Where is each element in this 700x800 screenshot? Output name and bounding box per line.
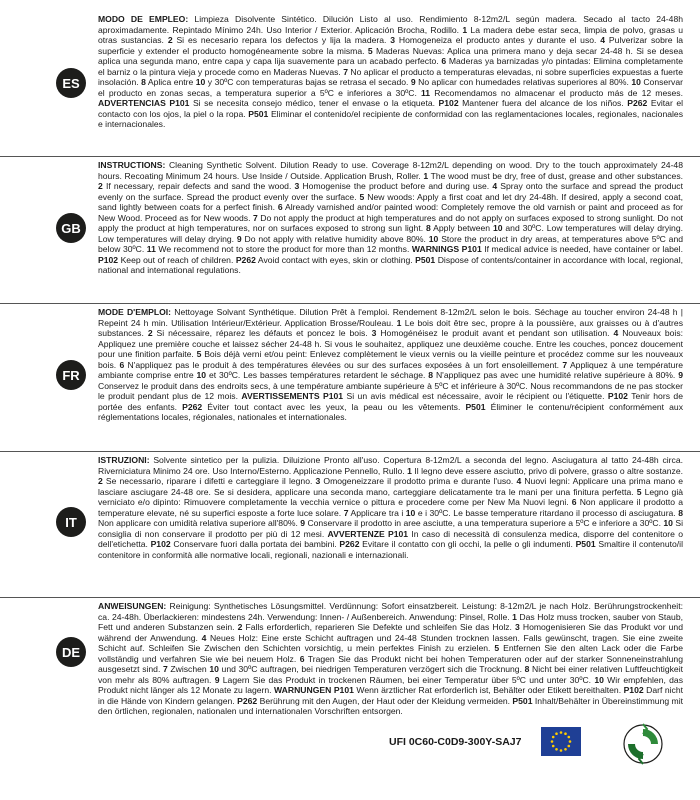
section-es [0, 10, 700, 157]
section-de [0, 597, 700, 717]
eu-star-icon [567, 745, 570, 748]
eu-star-icon [564, 748, 567, 751]
section-it [0, 451, 700, 598]
eu-star-icon [567, 736, 570, 739]
eu-star-icon [560, 731, 563, 734]
instructions-text-de: ANWEISUNGEN: Reinigung: Synthetisches Lösungsmittel. Verdünnung: Sofort einsatzbereit. Leistung: 8-12m2/L je nach Holz. Berührungstrockenheit: ca. 24-48h. Überlackieren: mindestens 24h. Verwendung: Innen- / Außenbereich. Anwendung: Pinsel, Rolle. 1 Das Holz muss trocken, sauber von Staub, Fett und anderen Substanzen sein. 2 Falls erforderlich, reparieren Sie Defekte und schleifen Sie das Holz. 3 Homogenisieren Sie das Produkt vor und während der Anwendung. 4 Neues Holz: Eine erste Schicht auftragen und 24-48 Stunden trocknen lassen. Falls gewünscht, tragen. Sie eine zweite Schicht auf. Schleifen Sie Zwischen den Schichten vorsichtig, u mein perfektes Finish zu erzielen. 5 Entfernen Sie den alten Lack oder die Farbe vollständig und verfahren Sie wie bei neuem Holz. 6 Tragen Sie das Produkt nicht bei hohen Temperaturen oder auf der starker Sonneneinstrahlung ausgesetzt sind. 7 Zwischen 10 und 30ºC auftragen, bei niedrigen Temperaturen verzögert sich die Trocknung. 8 Nicht bei einer relativen Luftfeuchtigkeit von mehr als 80% auftragen. 9 Lagern Sie das Produkt in trockenen Räumen, bei einer Temperatur über 5ºC und unter 30ºC. 10 Wir empfehlen, das Produkt nicht länger als 12 Monate zu lagern. WARNUNGEN P101 Wenn ärztlicher Rat erforderlich ist, Behälter oder Etikett bereithalten. P102 Darf nicht in die Hände von Kindern gelangen. P262 Berührung mit den Augen, der Haut oder der Kleidung vermeiden. P501 Inhalt/Behälter in Übereinstimmung mit den örtlichen, regionalen, nationalen und internationalen Vorschriften entsorgen. [98, 601, 684, 717]
eu-star-icon [564, 732, 567, 735]
eu-star-icon [551, 740, 554, 743]
eu-star-icon [555, 732, 558, 735]
eu-star-icon [552, 745, 555, 748]
language-badge-de: DE [56, 637, 86, 667]
eu-star-icon [560, 749, 563, 752]
instructions-text-fr: MODE D'EMPLOI: Nettoyage Solvant Synthétique. Dilution Prêt à l'emploi. Rendement 8-12m2/L selon le bois. Séchage au toucher environ 24-48 h | Repeint 24 h min. Utilisation Intérieur/Extérieur. Application Brosse/Rouleau. 1 Le bois doit être sec, propre à la poussière, aux graisses ou à d'autres substances. 2 Si nécessaire, réparez les défauts et poncez le bois. 3 Homogénéisez le produit avant et pendant son utilisation. 4 Nouveaux bois: Appliquez une première couche et laissez sécher 24-48 h. Si vous le souhaitez, appliquez une deuxième couche. Entre les couches, poncez doucement pour une finition parfaite. 5 Bois déjà verni et/ou peint: Enlevez complètement le vieux vernis ou la vieille peinture et procédez comme sur les nouveaux bois. 6 N'appliquez pas le produit à des températures élevées ou sur des surfaces exposées à un fort ensoleillement. 7 Appliquez à une température ambiante comprise entre 10 et 30ºC. Les basses températures retardent le séchage. 8 N'appliquez pas avec une humidité relative supérieure à 80%. 9 Conservez le produit dans des endroits secs, à une température ambiante supérieure à 5ºC et inférieure à 30ºC. Nous recommandons de ne pas stocker le produit pendant plus de 12 mois. AVERTISSEMENTS P101 Si un avis médical est nécessaire, avoir le récipient ou l'étiquette. P102 Tenir hors de portée des enfants. P262 Éviter tout contact avec les yeux, la peau ou les vêtements. P501 Éliminer le contenu/récipient conformément aux réglementations locales, régionales, nationales et internationales. [98, 307, 684, 423]
eu-star-icon [552, 736, 555, 739]
instructions-text-it: ISTRUZIONI: Solvente sintetico per la pulizia. Diluizione Pronto all'uso. Copertura 8-12m2/L a seconda del legno. Asciugatura al tatto 24-48h circa. Riverniciatura Minimo 24 ore. Uso Interno/Esterno. Applicazione Pennello, Rullo. 1 Il legno deve essere asciutto, privo di polvere, grasso o altre sostanze. 2 Se necessario, riparare i difetti e carteggiare il legno. 3 Omogeneizzare il prodotto prima e durante l'uso. 4 Nuovi legni: Applicare una prima mano e lasciare asciugare 24-48 ore. Se si desidera, applicare una seconda mano, carteggiare delicatamente tra le mani per una finitura perfetta. 5 Legno già verniciato e/o dipinto: Rimuovere completamente la vecchia vernice o pittura e procedere come per New Ma Nuovi legni. 6 Non applicare il prodotto a temperature elevate, né su superfici esposte a forte luce solare. 7 Applicare tra i 10 e i 30ºC. Le basse temperature ritardano il processo di asciugatura. 8 Non applicare con umidità relativa superiore all'80%. 9 Conservare il prodotto in aree asciutte, a una temperatura superiore a 5ºC e inferiore a 30ºC. 10 Si consiglia di non conservare il prodotto per più di 12 mesi. AVVERTENZE P101 In caso di necessità di consulenza medica, disporre del contenitore o dell'etichetta. P102 Conservare fuori dalla portata dei bambini. P262 Evitare il contatto con gli occhi, la pelle o gli indumenti. P501 Smaltire il contenuto/il contenitore in conformità alle normative locali, regionali, nazionali e internazionali. [98, 455, 684, 560]
language-badge-fr: FR [56, 360, 86, 390]
section-fr [0, 303, 700, 452]
ufi-code: UFI 0C60-C0D9-300Y-SAJ7 [389, 736, 522, 748]
instructions-text-gb: INSTRUCTIONS: Cleaning Synthetic Solvent. Dilution Ready to use. Coverage 8-12m2/L depending on wood. Dry to the touch approximately 24-48 hours. Recoating Minimum 24 hours. Use Inside / Outside. Application Brush, Roller. 1 The wood must be dry, free of dust, grease and other substances. 2 If necessary, repair defects and sand the wood. 3 Homogenise the product before and during use. 4 Spray onto the surface and spread the product evenly on the surface. Spread the product evenly over the surface. 5 New woods: Apply a first coat and let dry 24-48h. If desired, apply a second coat, sand lightly between coats for a perfect finish. 6 Already varnished and/or painted wood: Completely remove the old varnish or paint and proceed as for New Wood. Proceed as for New woods. 7 Do not apply the product at high temperatures and do not apply on surfaces exposed to strong sunlight. Do not apply the product at high temperatures, nor on surfaces exposed to strong sun light. 8 Apply between 10 and 30ºC. Low temperatures will delay drying. Low temperatures will delay drying. 9 Do not apply with relative humidity above 80%. 10 Store the product in dry areas, at temperatures above 5ºC and below 30ºC. 11 We recommend not to store the product for more than 12 months. WARNINGS P101 If medical advice is needed, have container or label. P102 Keep out of reach of children. P262 Avoid contact with eyes, skin or clothing. P501 Dispose of contents/container in accordance with local, regional, national and international regulations. [98, 160, 684, 276]
eu-flag-icon [541, 727, 581, 756]
eu-star-icon [569, 740, 572, 743]
language-badge-gb: GB [56, 213, 86, 243]
section-gb [0, 156, 700, 304]
green-dot-recycle-icon [622, 723, 664, 765]
language-badge-it: IT [56, 507, 86, 537]
instructions-text-es: MODO DE EMPLEO: Limpieza Disolvente Sintético. Dilución Listo al uso. Rendimiento 8-12m2/L según madera. Secado al tacto 24-48h aproximadamente. Repintado Mínimo 24h. Uso Interior / Exterior. Aplicación Brocha, Rodillo. 1 La madera debe estar seca, limpia de polvo, grasas u otras sustancias. 2 Si es necesario repara los defectos y lija la madera. 3 Homogeneiza el producto antes y durante el uso. 4 Pulverizar sobre la superficie y extender el producto homogéneamente sobre la misma. 5 Maderas Nuevas: Aplica una primera mano y deja secar 24-48 h. Si se desea aplica una segunda mano, entre capa y capa lija suavemente para un acabado perfecto. 6 Maderas ya barnizadas y/o pintadas: Elimina completamente el barniz o la pintura vieja y procede como en Maderas Nuevas. 7 No aplicar el producto a temperaturas elevadas, ni sobre superficies expuestas a fuerte insolación. 8 Aplica entre 10 y 30ºC con temperaturas bajas se retrasa el secado. 9 No aplicar con humedades relativas superiores al 80%. 10 Conservar el producto en zonas secas, a temperatura superior a 5ºC e inferiores a 30ºC. 11 Recomendamos no almacenar el producto más de 12 meses. ADVERTENCIAS P101 Si se necesita consejo médico, tener el envase o la etiqueta. P102 Mantener fuera del alcance de los niños. P262 Evitar el contacto con los ojos, la piel o la ropa. P501 Eliminar el contenido/el recipiente de conformidad con las reglamentaciones locales, regionales, nacionales e internacionales. [98, 14, 684, 130]
eu-star-icon [555, 748, 558, 751]
language-badge-es: ES [56, 68, 86, 98]
